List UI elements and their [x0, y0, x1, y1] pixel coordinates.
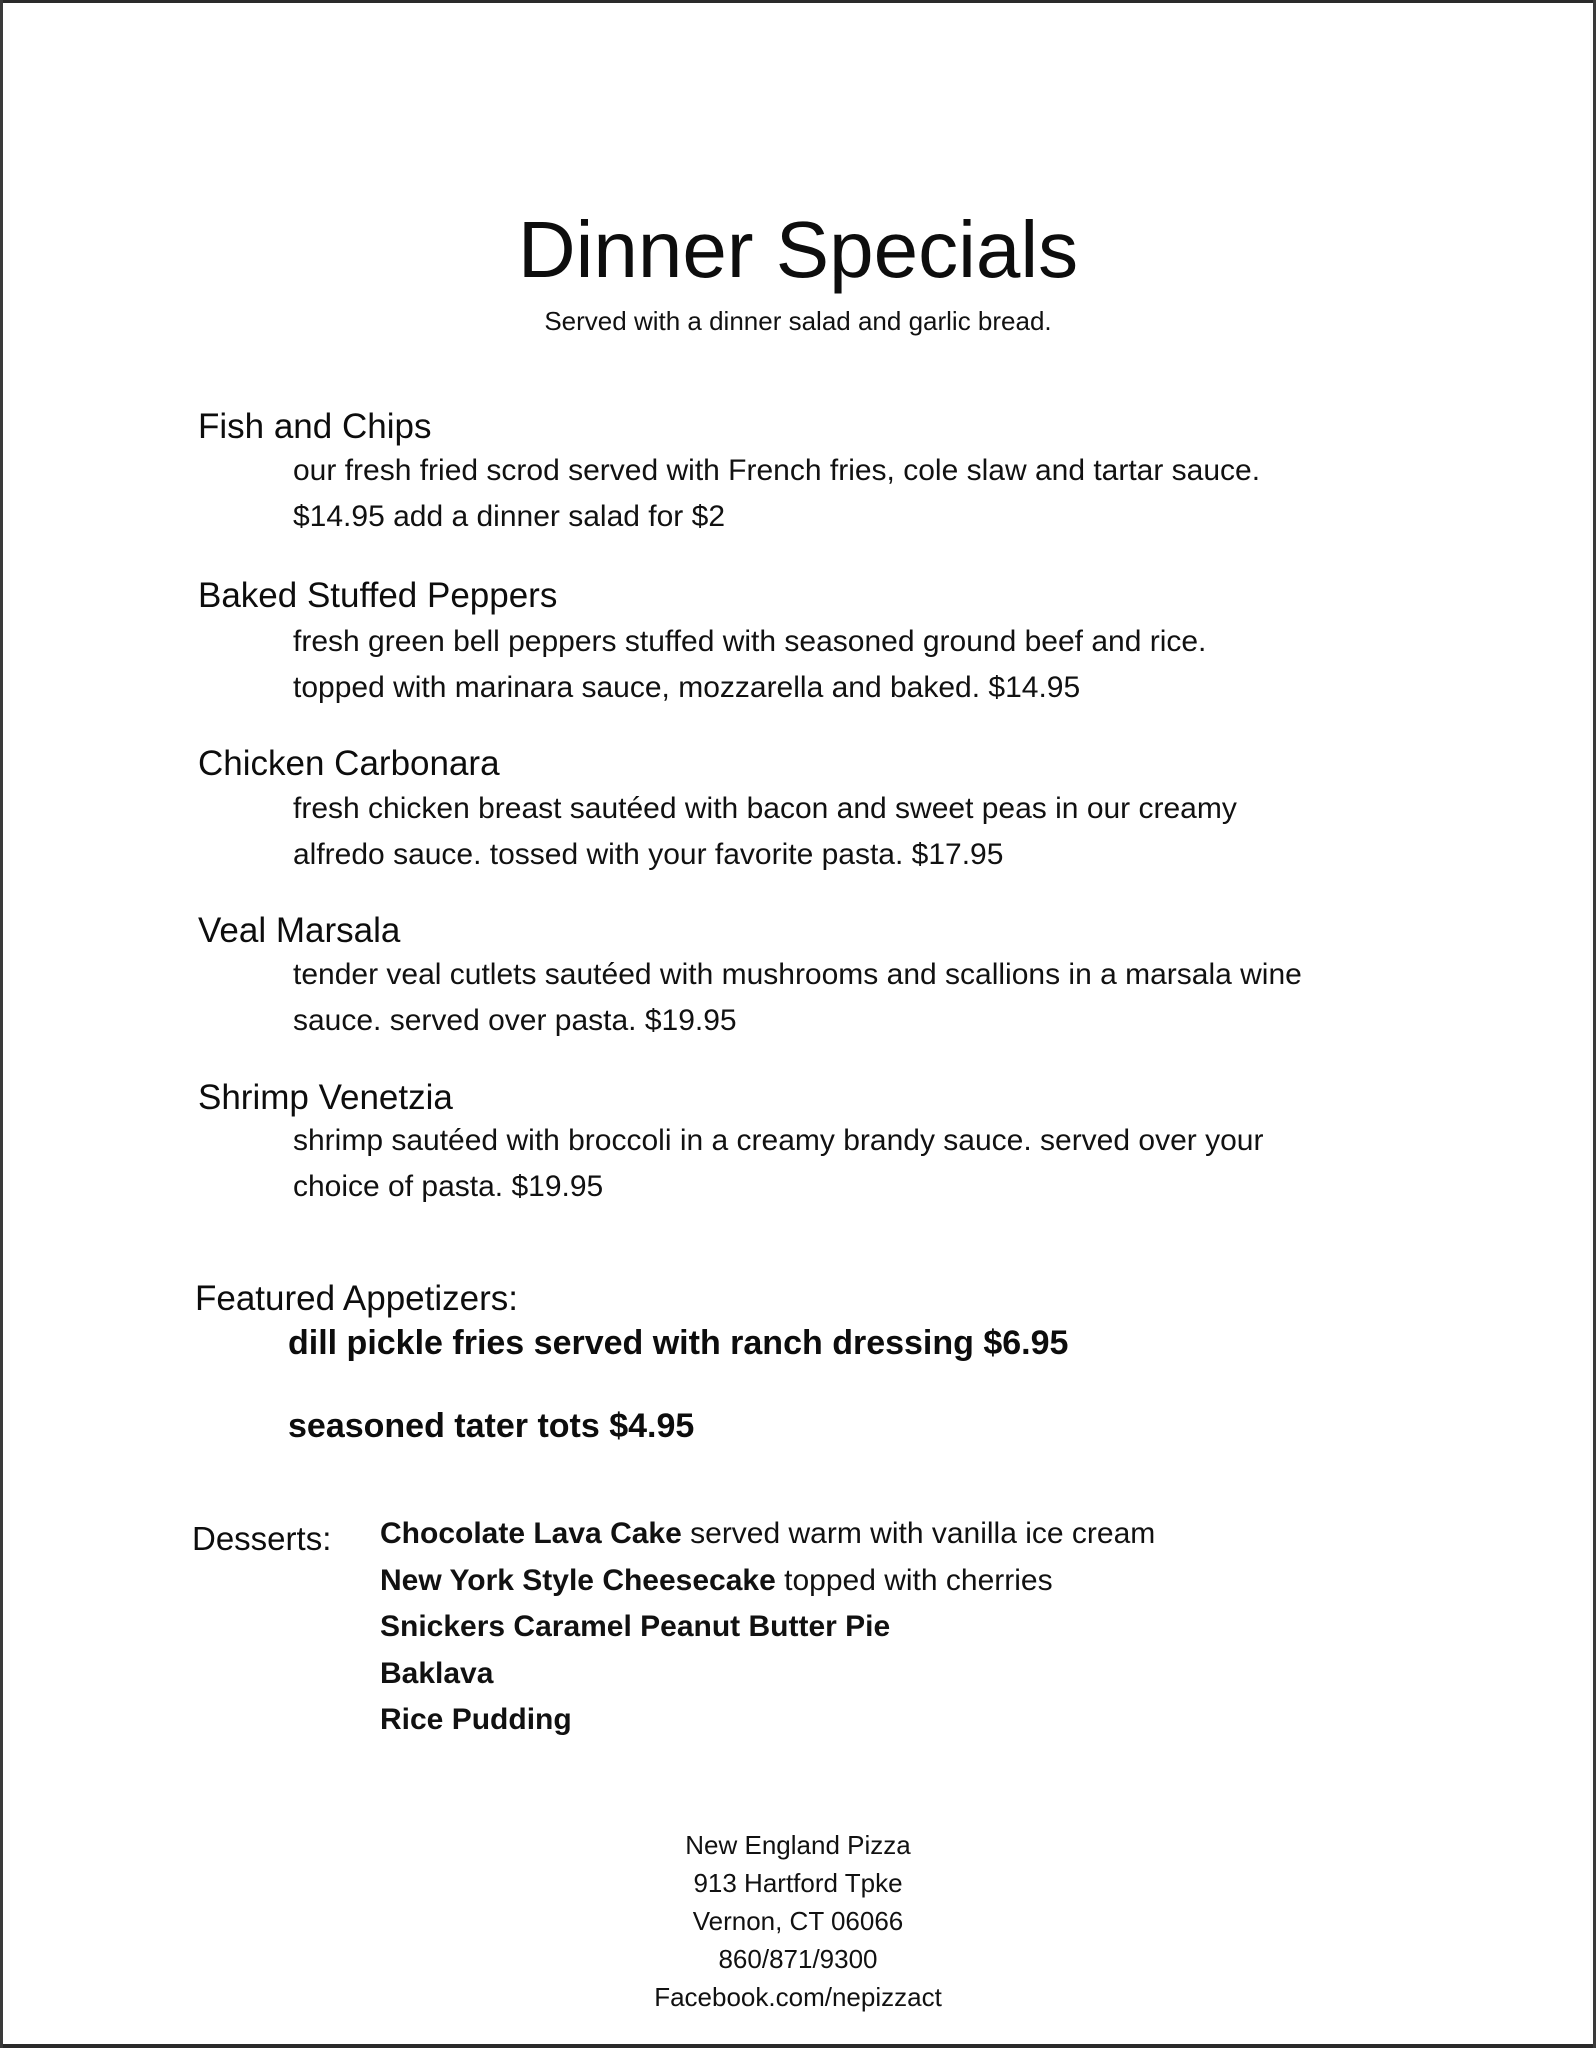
special-name-fish-and-chips: Fish and Chips [198, 407, 432, 446]
appetizer-item: seasoned tater tots $4.95 [288, 1407, 695, 1445]
special-name-veal-marsala: Veal Marsala [198, 911, 401, 950]
description-line: tender veal cutlets sautéed with mushrooms and scallions in a marsala wine [293, 958, 1302, 991]
appetizer-item: dill pickle fries served with ranch dressing $6.95 [288, 1324, 1069, 1362]
description-line: fresh chicken breast sautéed with bacon and sweet peas in our creamy [293, 792, 1237, 825]
description-line: choice of pasta. $19.95 [293, 1170, 604, 1203]
dessert-detail: topped with cherries [775, 1564, 1053, 1597]
description-line: fresh green bell peppers stuffed with seasoned ground beef and rice. [293, 625, 1207, 658]
page-edge-top [0, 0, 1596, 3]
special-name-baked-stuffed-peppers: Baked Stuffed Peppers [198, 576, 558, 615]
special-description-chicken-carbonara [293, 786, 1433, 878]
description-line: shrimp sautéed with broccoli in a creamy brandy sauce. served over your [293, 1124, 1264, 1157]
dessert-item [380, 1607, 890, 1647]
special-name-chicken-carbonara: Chicken Carbonara [198, 744, 500, 783]
restaurant-contact-block [0, 1826, 1596, 2016]
special-description-veal-marsala [293, 952, 1433, 1044]
special-description-shrimp-venetzia [293, 1118, 1433, 1210]
description-line: $14.95 add a dinner salad for $2 [293, 500, 725, 533]
dessert-item [380, 1561, 1053, 1601]
dessert-name: Rice Pudding [380, 1703, 572, 1736]
dessert-detail: served warm with vanilla ice cream [681, 1517, 1156, 1550]
special-name-shrimp-venetzia: Shrimp Venetzia [198, 1078, 453, 1117]
description-line: alfredo sauce. tossed with your favorite pasta. $17.95 [293, 838, 1004, 871]
restaurant-phone: 860/871/9300 [718, 1944, 878, 1974]
dessert-name: Chocolate Lava Cake [380, 1517, 682, 1550]
special-description-fish-and-chips [293, 448, 1433, 540]
restaurant-street: 913 Hartford Tpke [693, 1868, 903, 1898]
restaurant-website: Facebook.com/nepizzact [654, 1982, 942, 2012]
dessert-item [380, 1514, 1155, 1554]
dessert-item [380, 1654, 493, 1694]
dessert-name: New York Style Cheesecake [380, 1564, 776, 1597]
description-line: our fresh fried scrod served with French fries, cole slaw and tartar sauce. [293, 454, 1261, 487]
page-edge-bottom [0, 2044, 1596, 2048]
dessert-item [380, 1700, 572, 1740]
description-line: sauce. served over pasta. $19.95 [293, 1004, 737, 1037]
dessert-name: Snickers Caramel Peanut Butter Pie [380, 1610, 891, 1643]
page-subtitle: Served with a dinner salad and garlic bread. [544, 306, 1052, 336]
description-line: topped with marinara sauce, mozzarella and baked. $14.95 [293, 671, 1081, 704]
page-title: Dinner Specials [517, 205, 1079, 294]
restaurant-name: New England Pizza [685, 1830, 911, 1860]
restaurant-city: Vernon, CT 06066 [692, 1906, 904, 1936]
desserts-label: Desserts: [192, 1520, 332, 1557]
dessert-name: Baklava [380, 1657, 494, 1690]
special-description-baked-stuffed-peppers [293, 619, 1433, 711]
appetizers-heading: Featured Appetizers: [195, 1279, 518, 1318]
